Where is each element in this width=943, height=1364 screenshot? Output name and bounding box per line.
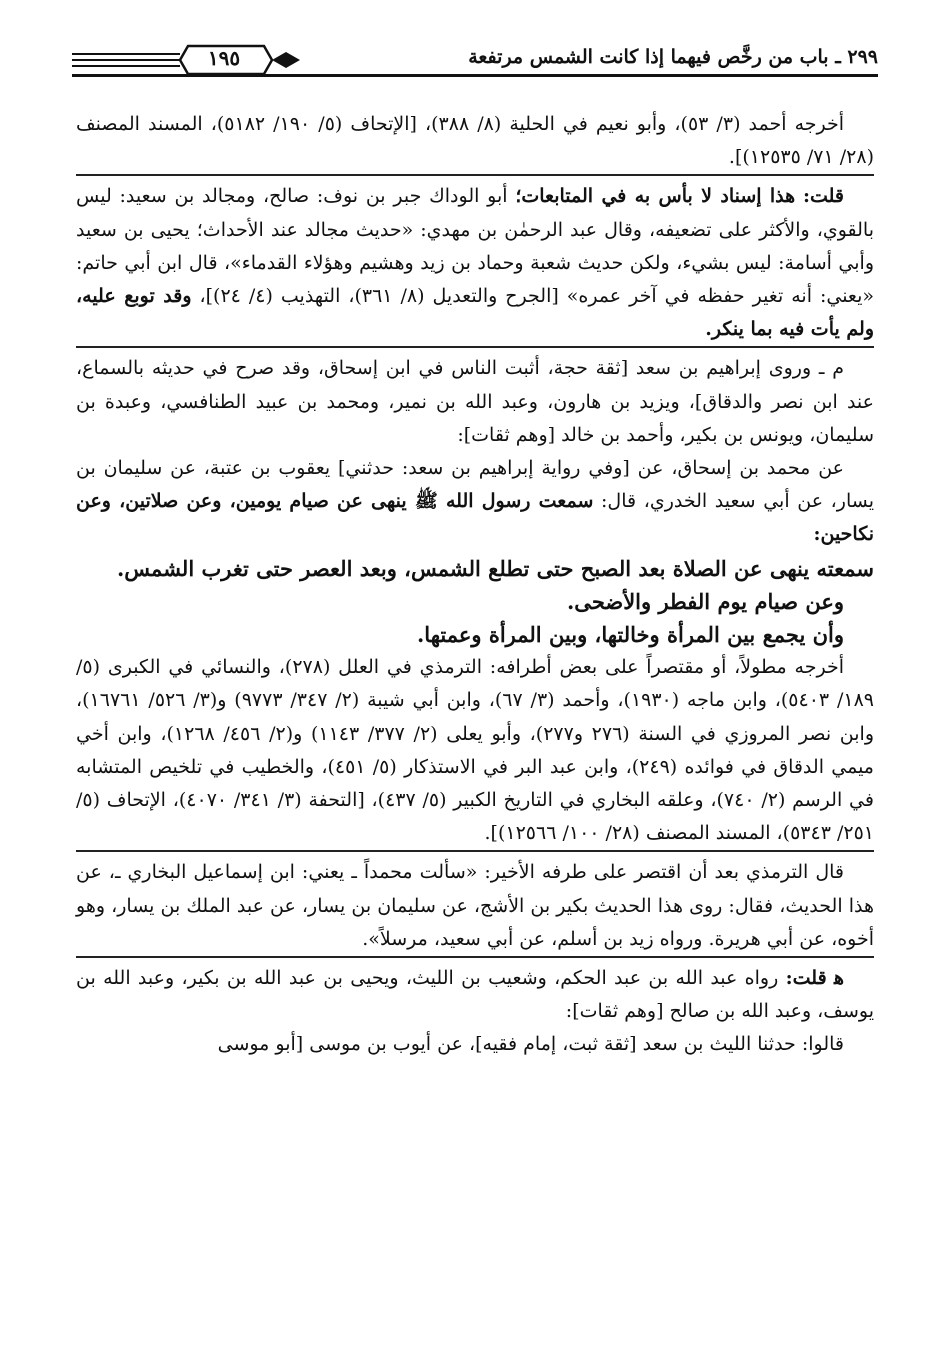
paragraph-6: قال الترمذي بعد أن اقتصر على طرفه الأخير: «سألت محمداً ـ يعني: ابن إسماعيل البخاري ـ، عن هذا الحديث، فقال: روى هذا الحديث بكير بن الأشج، عن سليمان بن يسار، عن عبد الملك بن يسار، وهو أخوه، عن أبي هريرة. ورواه زيد بن أسلم، عن أبي سعيد، مرسلاً». [76, 850, 874, 956]
page-body [76, 108, 874, 1062]
section-mark-icon: ﻫ [833, 967, 845, 990]
page-number: ١٩٥ [207, 46, 241, 70]
ruling-conclusion: وقد توبع عليه، ولم يأت فيه بما ينكر. [76, 285, 874, 341]
hadith-opening: سمعت رسول الله ﷺ ينهى عن صيام يومين، وعن صلاتين، وعن نكاحين: [76, 490, 874, 546]
header-rule [72, 74, 878, 77]
paragraph-8: قالوا: حدثنا الليث بن سعد [ثقة ثبت، إمام فقيه]، عن أيوب بن موسى [أبو موسى [217, 1033, 844, 1056]
hadith-line-2: وعن صيام يوم الفطر والأضحى. [567, 588, 844, 614]
paragraph-2 [76, 174, 874, 346]
paragraph-5: أخرجه مطولاً، أو مقتصراً على بعض أطرافه: الترمذي في العلل (٢٧٨)، والنسائي في الكبرى (٥/ ١٨٩/ ٥٤٠٣)، وابن ماجه (١٩٣٠)، وأحمد (٣/ ٦٧)، وابن أبي شيبة (٢/ ٣٤٧/ ٩٧٧٣) و(٣/ ٥٢٦/ ١٦٧٦١)، وابن نصر المروزي في السنة (٢٧٦ و٢٧٧)، وأبو يعلى (٢/ ٣٧٧/ ١١٤٣) و(٢/ ٤٥٦/ ١٢٦٨)، وابن أخي ميمي الدقاق في فوائده (٢٤٩)، وابن عبد البر في الاستذكار (٥/ ٤٥١)، والخطيب في تلخيص المتشابه في الرسم (٢/ ٧٤٠)، وعلقه البخاري في التاريخ الكبير (٥/ ٤٣٧)، [التحفة (٣/ ٣٤١/ ٤٠٧٠)، الإتحاف (٥/ ٢٥١/ ٥٣٤٣)، المسند المصنف (٢٨/ ١٠٠/ ١٢٥٦٦)]. [76, 656, 874, 845]
note-lead-2: قلت: [785, 967, 827, 990]
chapter-title: ٢٩٩ ـ باب من رخَّص فيهما إذا كانت الشمس مرتفعة [468, 46, 878, 68]
paragraph-2-text: أبو الوداك جبر بن نوف: صالح، ومجالد بن سعيد: ليس بالقوي، والأكثر على تضعيفه، وقال عبد الرحمٰن بن مهدي: «حديث مجالد عند الأحداث؛ يحيى بن سعيد وأبي أسامة: ليس بشيء، ولكن حديث شعبة وحماد بن زيد وهشيم وهؤلاء القدماء»، قال ابن أبي حاتم: «يعني: أنه تغير حفظه في آخر عمره» [الجرح والتعديل (٨/ ٣٦١)، التهذيب (٤/ ٢٤)]، [76, 185, 875, 308]
paragraph-4 [76, 452, 874, 552]
ruling-bold: هذا إسناد لا بأس به في المتابعات؛ [515, 185, 796, 208]
hadith-line-3: وأن يجمع بين المرأة وخالتها، وبين المرأة وعمتها. [416, 622, 844, 648]
hadith-line-1: سمعته ينهى عن الصلاة بعد الصبح حتى تطلع الشمس، وبعد العصر حتى تغرب الشمس. [116, 555, 874, 581]
paragraph-1: أخرجه أحمد (٣/ ٥٣)، وأبو نعيم في الحلية (٨/ ٣٨٨)، [الإتحاف (٥/ ١٩٠/ ٥١٨٢)، المسند المصنف (٢٨/ ٧١/ ١٢٥٣٥)]. [76, 113, 874, 169]
paragraph-7-text: رواه عبد الله بن عبد الحكم، وشعيب بن الليث، ويحيى بن عبد الله بن بكير، وعبد الله بن يوسف، وعبد الله بن صالح [وهم ثقات]: [76, 967, 874, 1023]
note-lead: قلت: [802, 185, 844, 208]
paragraph-3: م ـ وروى إبراهيم بن سعد [ثقة حجة، أثبت الناس في ابن إسحاق، وقد صرح في حديثه بالسماع، عند ابن نصر والدقاق]، ويزيد بن هارون، وعبد الله بن نمير، ومحمد بن عبيد الطنافسي، وعبدة بن سليمان، ويونس بن بكير، وأحمد بن خالد [وهم ثقات]: [76, 346, 874, 452]
paragraph-4-text: عن محمد بن إسحاق، عن [وفي رواية إبراهيم بن سعد: حدثني] يعقوب بن عتبة، عن سليمان بن يسار، عن أبي سعيد الخدري، قال: [76, 457, 874, 513]
paragraph-7 [76, 956, 874, 1028]
